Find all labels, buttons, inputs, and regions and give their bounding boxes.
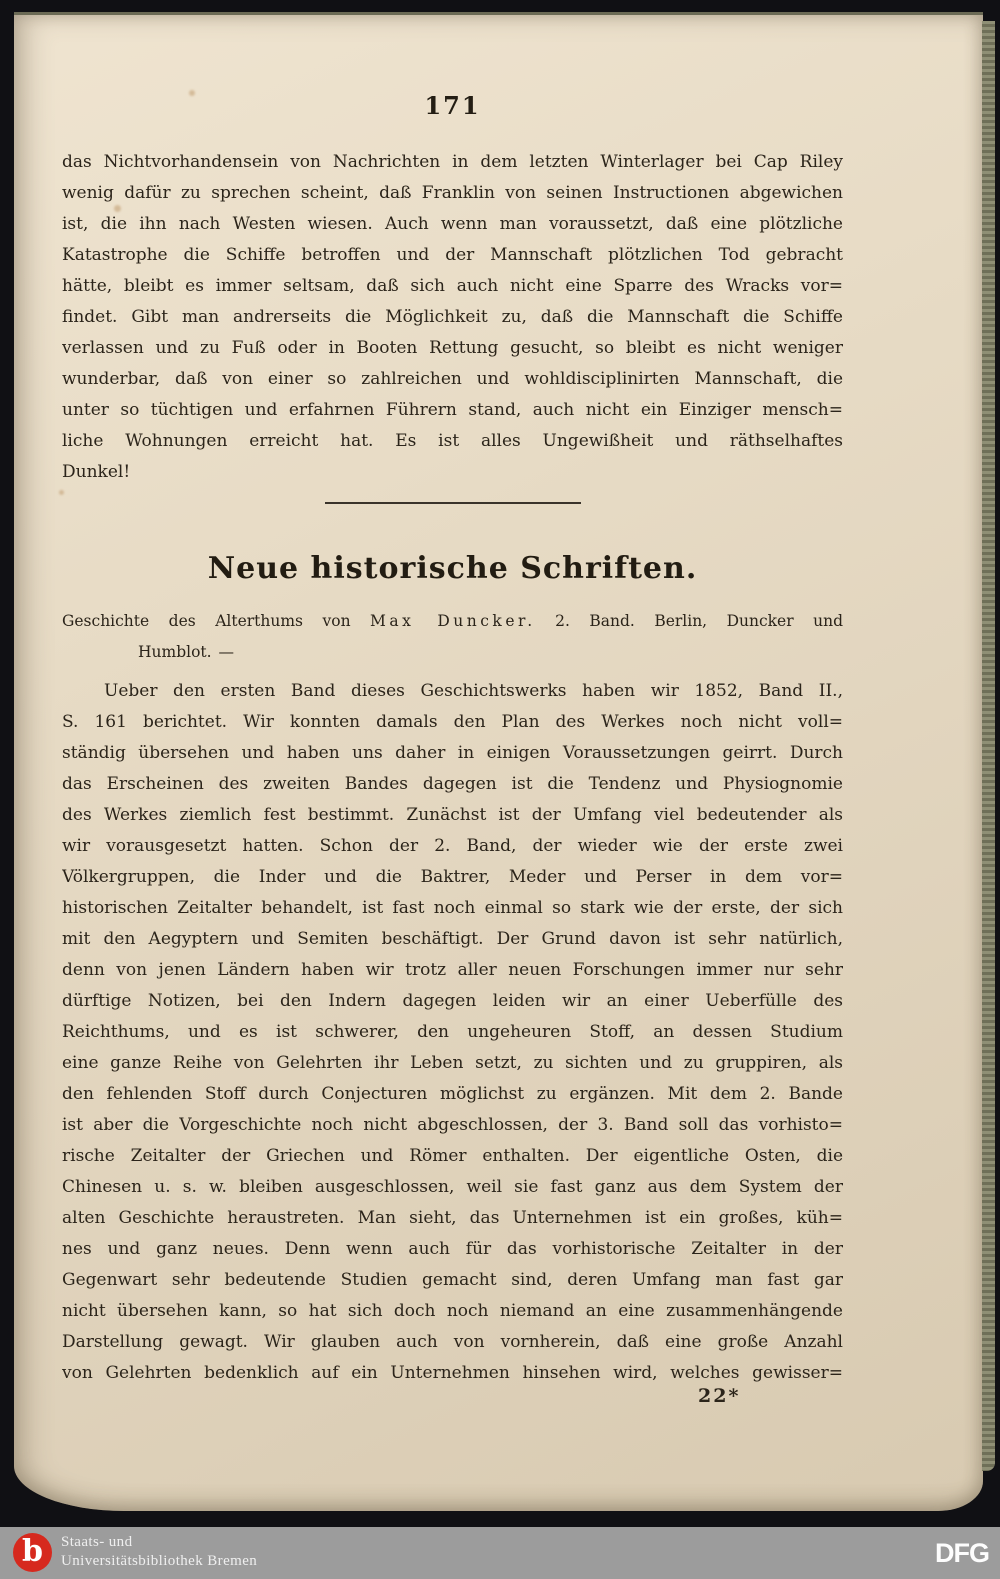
text-line: hätte, bleibt es immer seltsam, daß sich auch nicht eine Sparre des Wracks vor= bbox=[62, 276, 843, 296]
paragraph-franklin bbox=[62, 147, 843, 488]
text-line: findet. Gibt man andrerseits die Möglichkeit zu, daß die Mannschaft die Schiffe bbox=[62, 307, 843, 327]
text-line: von Gelehrten bedenklich auf ein Unternehmen hinsehen wird, welches gewisser= bbox=[62, 1363, 843, 1383]
text-line: Chinesen u. s. w. bleiben ausgeschlossen, weil sie fast ganz aus dem System der bbox=[62, 1177, 843, 1197]
text-line: mit den Aegyptern und Semiten beschäftigt. Der Grund davon ist sehr natürlich, bbox=[62, 929, 843, 949]
section-divider bbox=[325, 502, 581, 504]
text-line: wenig dafür zu sprechen scheint, daß Franklin von seinen Instructionen abgewichen bbox=[62, 183, 843, 203]
text-line: den fehlenden Stoff durch Conjecturen möglichst zu ergänzen. Mit dem 2. Bande bbox=[62, 1084, 843, 1104]
paragraph-review bbox=[62, 676, 843, 1389]
library-logo bbox=[13, 1533, 52, 1572]
text-line: unter so tüchtigen und erfahrnen Führern stand, auch nicht ein Einziger mensch= bbox=[62, 400, 843, 420]
page-number: 171 bbox=[424, 91, 481, 120]
paper-spot bbox=[114, 205, 121, 212]
text-line: verlassen und zu Fuß oder in Booten Rettung gesucht, so bleibt es nicht weniger bbox=[62, 338, 843, 358]
text-line: ständig übersehen und haben uns daher in einigen Voraussetzungen geirrt. Durch bbox=[62, 743, 843, 763]
text-line: ist, die ihn nach Westen wiesen. Auch wenn man voraussetzt, daß eine plötzliche bbox=[62, 214, 843, 234]
bib-text: Geschichte des Alterthums von bbox=[62, 612, 371, 630]
bibliography-line bbox=[62, 606, 843, 637]
text-line: wir vorausgesetzt hatten. Schon der 2. Band, der wieder wie der erste zwei bbox=[62, 836, 843, 856]
library-name-line2: Universitätsbibliothek Bremen bbox=[61, 1553, 258, 1569]
text-line: liche Wohnungen erreicht hat. Es ist alles Ungewißheit und räthselhaftes bbox=[62, 431, 843, 451]
author-name: Max Duncker. bbox=[370, 612, 536, 630]
text-line: Dunkel! bbox=[62, 462, 131, 482]
bibliographic-entry bbox=[62, 606, 843, 668]
text-line: Reichthums, und es ist schwerer, den ungeheuren Stoff, an dessen Studium bbox=[62, 1022, 843, 1042]
text-line: Katastrophe die Schiffe betroffen und der Mannschaft plötzlichen Tod gebracht bbox=[62, 245, 843, 265]
text-line: rische Zeitalter der Griechen und Römer enthalten. Der eigentliche Osten, die bbox=[62, 1146, 843, 1166]
text-line: eine ganze Reihe von Gelehrten ihr Leben setzt, zu sichten und zu gruppiren, als bbox=[62, 1053, 843, 1073]
bib-text: 2. Band. Berlin, Duncker und bbox=[535, 612, 843, 630]
text-line: nes und ganz neues. Denn wenn auch für das vorhistorische Zeitalter in der bbox=[62, 1239, 843, 1259]
footer-bar bbox=[0, 1527, 1000, 1579]
text-line: historischen Zeitalter behandelt, ist fast noch einmal so stark wie der erste, der sich bbox=[62, 898, 843, 918]
text-line: nicht übersehen kann, so hat sich doch noch niemand an eine zusammenhängende bbox=[62, 1301, 843, 1321]
paper-spot bbox=[189, 90, 195, 96]
library-name-line1: Staats- und bbox=[61, 1534, 133, 1550]
book-page-edge bbox=[982, 21, 995, 1471]
text-line: des Werkes ziemlich fest bestimmt. Zunächst ist der Umfang viel bedeutender als bbox=[62, 805, 843, 825]
text-line: S. 161 berichtet. Wir konnten damals den Plan des Werkes noch nicht voll= bbox=[62, 712, 843, 732]
text-line: wunderbar, daß von einer so zahlreichen und wohldisciplinirten Mannschaft, die bbox=[62, 369, 843, 389]
paper-spot bbox=[59, 490, 64, 495]
dfg-logo: DFG bbox=[935, 1538, 989, 1568]
text-line: alten Geschichte heraustreten. Man sieht, das Unternehmen ist ein großes, küh= bbox=[62, 1208, 843, 1228]
library-logo-letter: b bbox=[22, 1533, 43, 1569]
library-name bbox=[61, 1533, 257, 1571]
signature-mark: 22* bbox=[698, 1385, 741, 1407]
bibliography-line: Humblot. — bbox=[138, 643, 234, 661]
text-line: Gegenwart sehr bedeutende Studien gemacht sind, deren Umfang man fast gar bbox=[62, 1270, 843, 1290]
text-line: ist aber die Vorgeschichte noch nicht abgeschlossen, der 3. Band soll das vorhisto= bbox=[62, 1115, 843, 1135]
text-line: denn von jenen Ländern haben wir trotz aller neuen Forschungen immer nur sehr bbox=[62, 960, 843, 980]
text-line: das Erscheinen des zweiten Bandes dagegen ist die Tendenz und Physiognomie bbox=[62, 774, 843, 794]
text-column bbox=[62, 91, 843, 1407]
text-line: Völkergruppen, die Inder und die Baktrer, Meder und Perser in dem vor= bbox=[62, 867, 843, 887]
scanned-page bbox=[14, 12, 983, 1511]
text-line: das Nichtvorhandensein von Nachrichten in dem letzten Winterlager bei Cap Riley bbox=[62, 152, 843, 172]
text-line: Ueber den ersten Band dieses Geschichtswerks haben wir 1852, Band II., bbox=[104, 681, 843, 701]
text-line: Darstellung gewagt. Wir glauben auch von vornherein, daß eine große Anzahl bbox=[62, 1332, 843, 1352]
text-line: dürftige Notizen, bei den Indern dagegen leiden wir an einer Ueberfülle des bbox=[62, 991, 843, 1011]
section-heading: Neue historische Schriften. bbox=[207, 551, 698, 586]
